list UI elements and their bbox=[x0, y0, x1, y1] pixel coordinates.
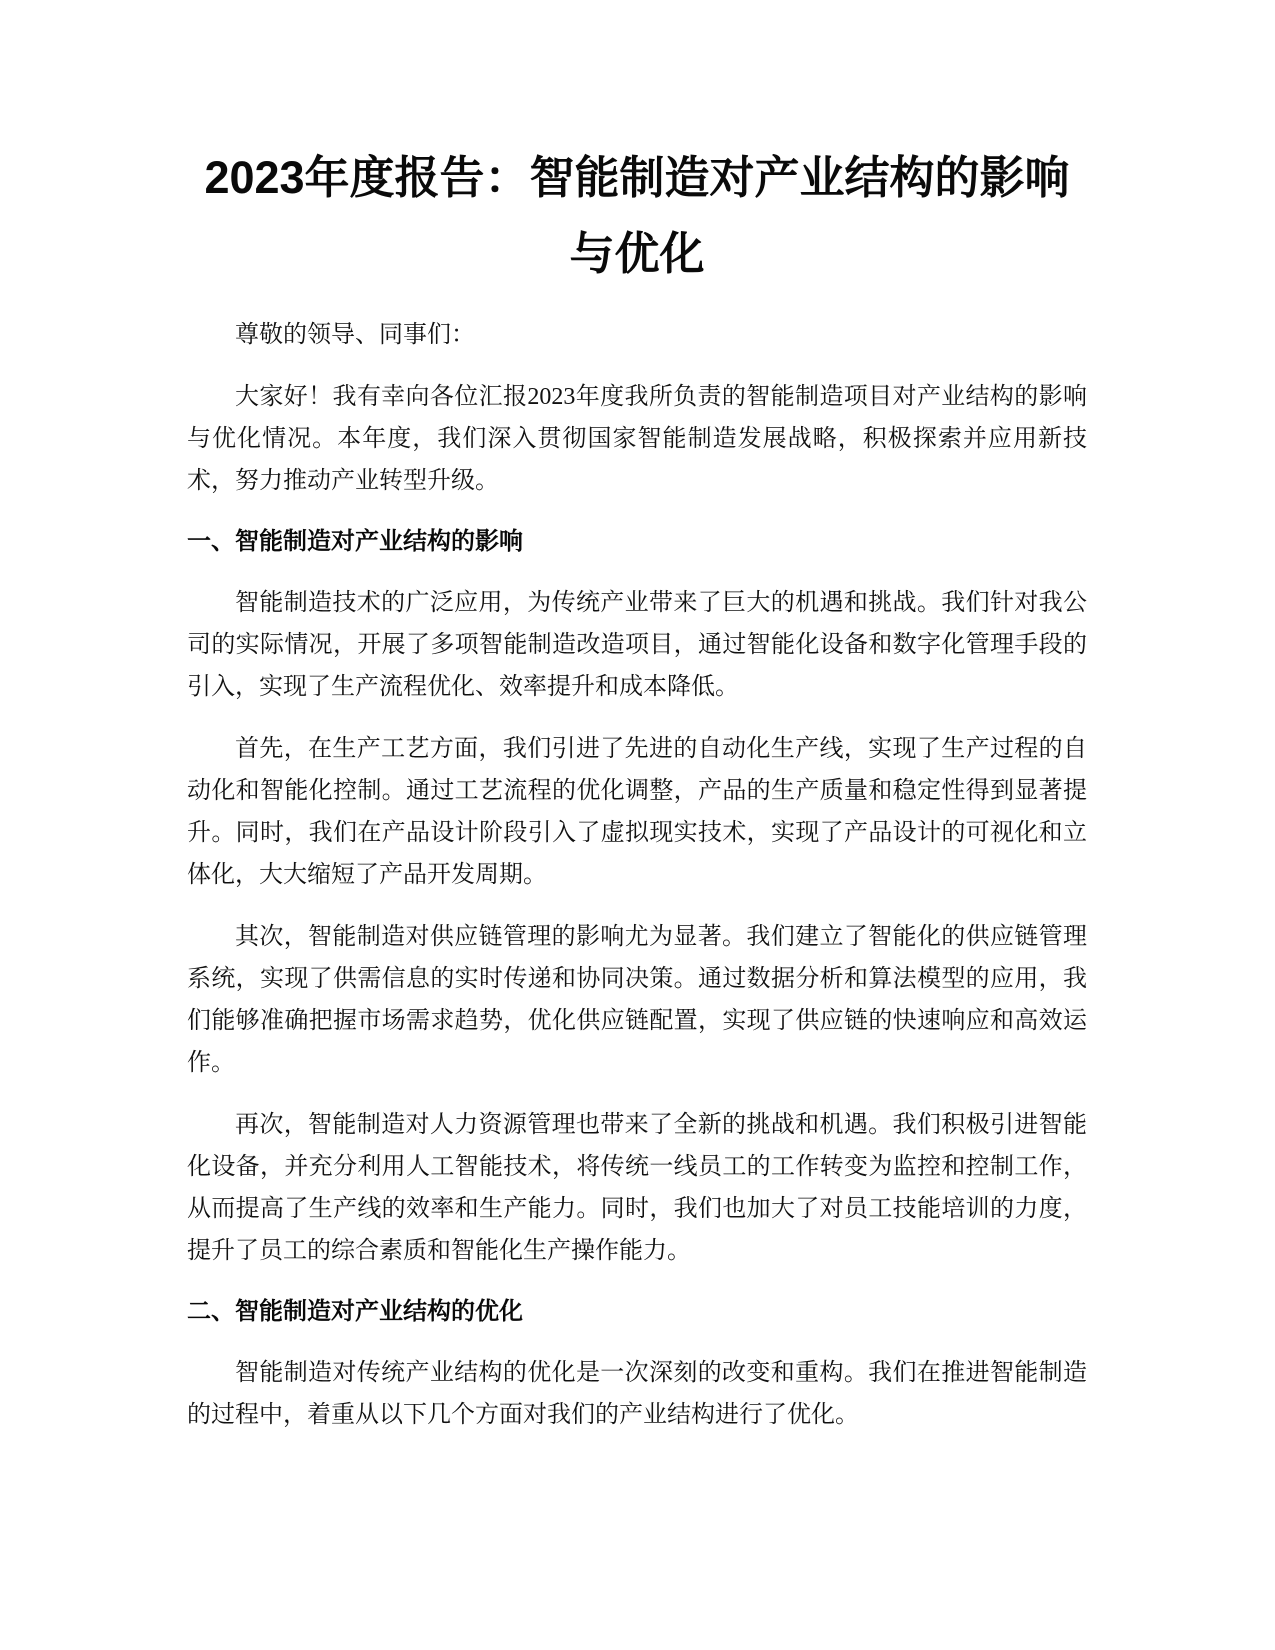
document-body bbox=[187, 140, 1087, 1456]
section-impact bbox=[187, 524, 1087, 1272]
paragraph: 首先，在生产工艺方面，我们引进了先进的自动化生产线，实现了生产过程的自动化和智能化控制。通过工艺流程的优化调整，产品的生产质量和稳定性得到显著提升。同时，我们在产品设计阶段引入了虚拟现实技术，实现了产品设计的可视化和立体化，大大缩短了产品开发周期。 bbox=[187, 736, 1087, 888]
section-heading: 一、智能制造对产业结构的影响 bbox=[187, 528, 523, 555]
paragraph: 智能制造技术的广泛应用，为传统产业带来了巨大的机遇和挑战。我们针对我公司的实际情况，开展了多项智能制造改造项目，通过智能化设备和数字化管理手段的引入，实现了生产流程优化、效率提升和成本降低。 bbox=[187, 590, 1087, 700]
section-heading: 二、智能制造对产业结构的优化 bbox=[187, 1298, 523, 1325]
paragraph: 再次，智能制造对人力资源管理也带来了全新的挑战和机遇。我们积极引进智能化设备，并充分利用人工智能技术，将传统一线员工的工作转变为监控和控制工作，从而提高了生产线的效率和生产能力。同时，我们也加大了对员工技能培训的力度，提升了员工的综合素质和智能化生产操作能力。 bbox=[187, 1112, 1087, 1264]
intro-paragraph: 大家好！我有幸向各位汇报2023年度我所负责的智能制造项目对产业结构的影响与优化情况。本年度，我们深入贯彻国家智能制造发展战略，积极探索并应用新技术，努力推动产业转型升级。 bbox=[187, 384, 1087, 494]
paragraph: 其次，智能制造对供应链管理的影响尤为显著。我们建立了智能化的供应链管理系统，实现了供需信息的实时传递和协同决策。通过数据分析和算法模型的应用，我们能够准确把握市场需求趋势，优化供应链配置，实现了供应链的快速响应和高效运作。 bbox=[187, 924, 1087, 1076]
greeting: 尊敬的领导、同事们： bbox=[235, 322, 475, 348]
section-optimization bbox=[187, 1294, 1087, 1436]
paragraph: 智能制造对传统产业结构的优化是一次深刻的改变和重构。我们在推进智能制造的过程中，着重从以下几个方面对我们的产业结构进行了优化。 bbox=[187, 1360, 1087, 1428]
document-title: 2023年度报告：智能制造对产业结构的影响与优化 bbox=[204, 152, 1070, 279]
